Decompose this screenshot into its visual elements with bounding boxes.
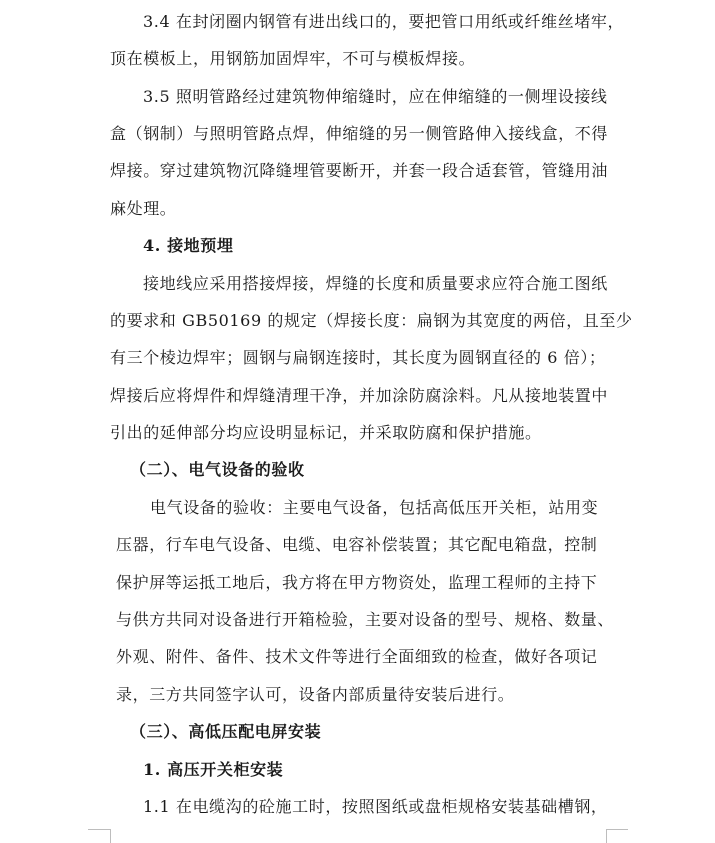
paragraph-line: 接地线应采用搭接焊接，焊缝的长度和质量要求应符合施工图纸 — [143, 274, 608, 293]
section-heading: 4. 接地预埋 — [143, 236, 234, 255]
crop-mark-bottom-left — [88, 829, 110, 830]
crop-mark-bottom-right-v — [606, 829, 607, 843]
paragraph-line: 3.5 照明管路经过建筑物伸缩缝时，应在伸缩缝的一侧埋设接线 — [143, 87, 608, 106]
paragraph-line: 焊接后应将焊件和焊缝清理干净，并加涂防腐涂料。凡从接地装置中 — [110, 386, 609, 405]
paragraph-line: 外观、附件、备件、技术文件等进行全面细致的检查，做好各项记 — [116, 647, 598, 666]
paragraph-line: 盒（钢制）与照明管路点焊，伸缩缝的另一侧管路伸入接线盒，不得 — [110, 124, 609, 143]
paragraph-line: 电气设备的验收：主要电气设备，包括高低压开关柜，站用变 — [150, 498, 599, 517]
crop-mark-bottom-right — [606, 829, 628, 830]
section-heading: （二）、电气设备的验收 — [130, 460, 305, 479]
paragraph-line: 有三个棱边焊牢；圆钢与扁钢连接时，其长度为圆钢直径的 6 倍）； — [110, 348, 606, 367]
paragraph-line: 顶在模板上，用钢筋加固焊牢，不可与模板焊接。 — [110, 49, 476, 68]
paragraph-line: 3.4 在封闭圈内钢管有进出线口的，要把管口用纸或纤维丝堵牢， — [143, 12, 625, 31]
paragraph-line: 1.1 在电缆沟的砼施工时，按照图纸或盘柜规格安装基础槽钢， — [143, 797, 608, 816]
crop-mark-bottom-left-v — [110, 829, 111, 843]
paragraph-line: 压器，行车电气设备、电缆、电容补偿装置；其它配电箱盘，控制 — [116, 535, 598, 554]
paragraph-line: 引出的延伸部分均应设明显标记，并采取防腐和保护措施。 — [110, 423, 542, 442]
paragraph-line: 与供方共同对设备进行开箱检验，主要对设备的型号、规格、数量、 — [116, 610, 615, 629]
paragraph-line: 保护屏等运抵工地后，我方将在甲方物资处，监理工程师的主持下 — [116, 573, 598, 592]
paragraph-line: 的要求和 GB50169 的规定（焊接长度：扁钢为其宽度的两倍，且至少 — [110, 311, 633, 330]
section-heading: 1. 高压开关柜安装 — [143, 760, 284, 779]
paragraph-line: 麻处理。 — [110, 199, 177, 218]
section-heading: （三）、高低压配电屏安装 — [130, 722, 322, 741]
paragraph-line: 录，三方共同签字认可，设备内部质量待安装后进行。 — [116, 685, 515, 704]
paragraph-line: 焊接。穿过建筑物沉降缝埋管要断开，并套一段合适套管，管缝用油 — [110, 161, 609, 180]
